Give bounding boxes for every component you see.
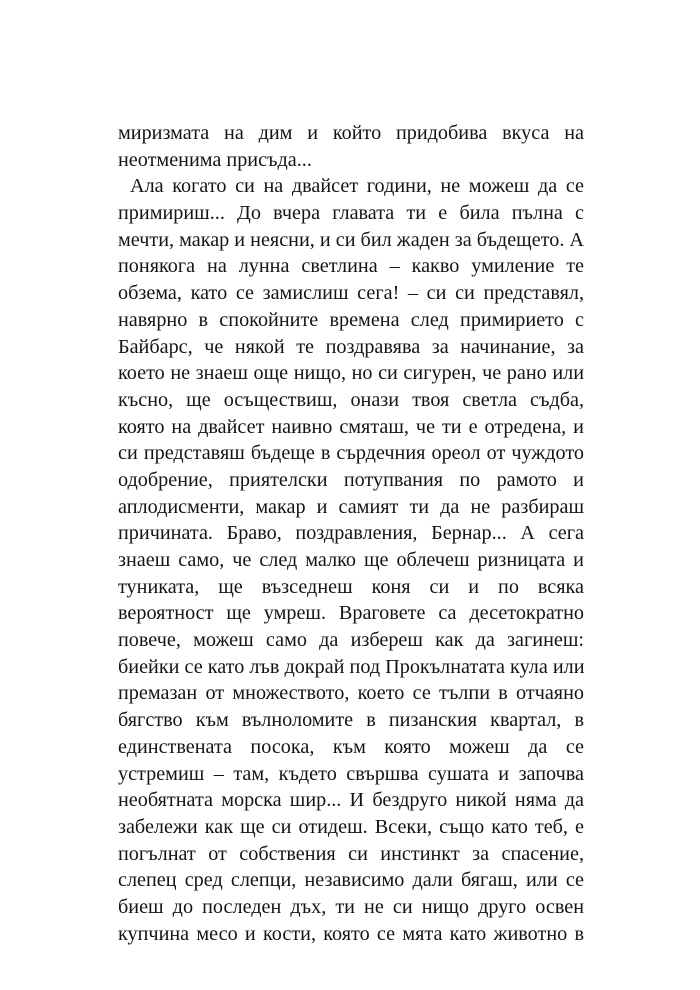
- text-line: примириш... До вчера главата ти е била пълна с: [118, 202, 584, 225]
- text-line: купчина месо и кости, която се мята като животно в: [118, 922, 584, 945]
- text-line: която на двайсет наивно смяташ, че ти е отредена, и: [118, 415, 584, 438]
- text-line: повече, можеш само да избереш как да загинеш:: [118, 629, 584, 652]
- text-line: устремиш – там, където свършва сушата и започва: [118, 762, 584, 785]
- text-line: одобрение, приятелски потупвания по рамото и: [118, 468, 584, 491]
- text-line: си представяш бъдеще в сърдечния ореол от чуждото: [118, 442, 584, 465]
- text-line: обзема, като се замислиш сега! – си си представял,: [118, 282, 584, 305]
- text-line: бягство към вълноломите в пизанския квартал, в: [118, 709, 584, 732]
- text-line: биейки се като лъв докрай под Прокълнатата кула или: [118, 655, 585, 678]
- book-page-text: [118, 120, 584, 947]
- text-line: биеш до последен дъх, ти не си нищо друго освен: [118, 895, 584, 918]
- text-line: премазан от множеството, което се тълпи в отчаяно: [118, 682, 584, 705]
- text-line: вероятност ще умреш. Враговете са десетократно: [118, 602, 584, 625]
- text-line: мечти, макар и неясни, и си бил жаден за бъдещето. А: [118, 228, 584, 251]
- text-line: слепец сред слепци, независимо дали бягаш, или се: [118, 869, 584, 892]
- text-line: знаеш само, че след малко ще облечеш ризницата и: [118, 549, 584, 571]
- text-line: погълнат от собствения си инстинкт за спасение,: [118, 842, 584, 865]
- text-line: миризмата на дим и който придобива вкуса на: [118, 122, 584, 144]
- text-line: единствената посока, към която можеш да се: [118, 735, 584, 758]
- text-line: Ала когато си на двайсет години, не можеш да се: [130, 175, 584, 198]
- text-line: Байбарс, че някой те поздравява за начинание, за: [118, 335, 584, 358]
- text-line: което не знаеш още нищо, но си сигурен, че рано или: [118, 362, 584, 385]
- text-line: аплодисменти, макар и самият ти да не разбираш: [118, 495, 584, 518]
- text-line: неотменима присъда...: [118, 148, 312, 171]
- text-line: забележи как ще си отидеш. Всеки, също като теб, е: [118, 815, 584, 838]
- text-line: причината. Браво, поздравления, Бернар... А сега: [118, 522, 584, 545]
- text-line: туниката, ще възседнеш коня си и по всяка: [118, 575, 584, 598]
- text-line: необятната морска шир... И бездруго никой няма да: [118, 789, 584, 812]
- text-line: навярно в спокойните времена след примирието с: [118, 308, 584, 331]
- text-line: късно, ще осъществиш, онази твоя светла съдба,: [118, 388, 584, 411]
- text-line: понякога на лунна светлина – какво умиление те: [118, 255, 584, 278]
